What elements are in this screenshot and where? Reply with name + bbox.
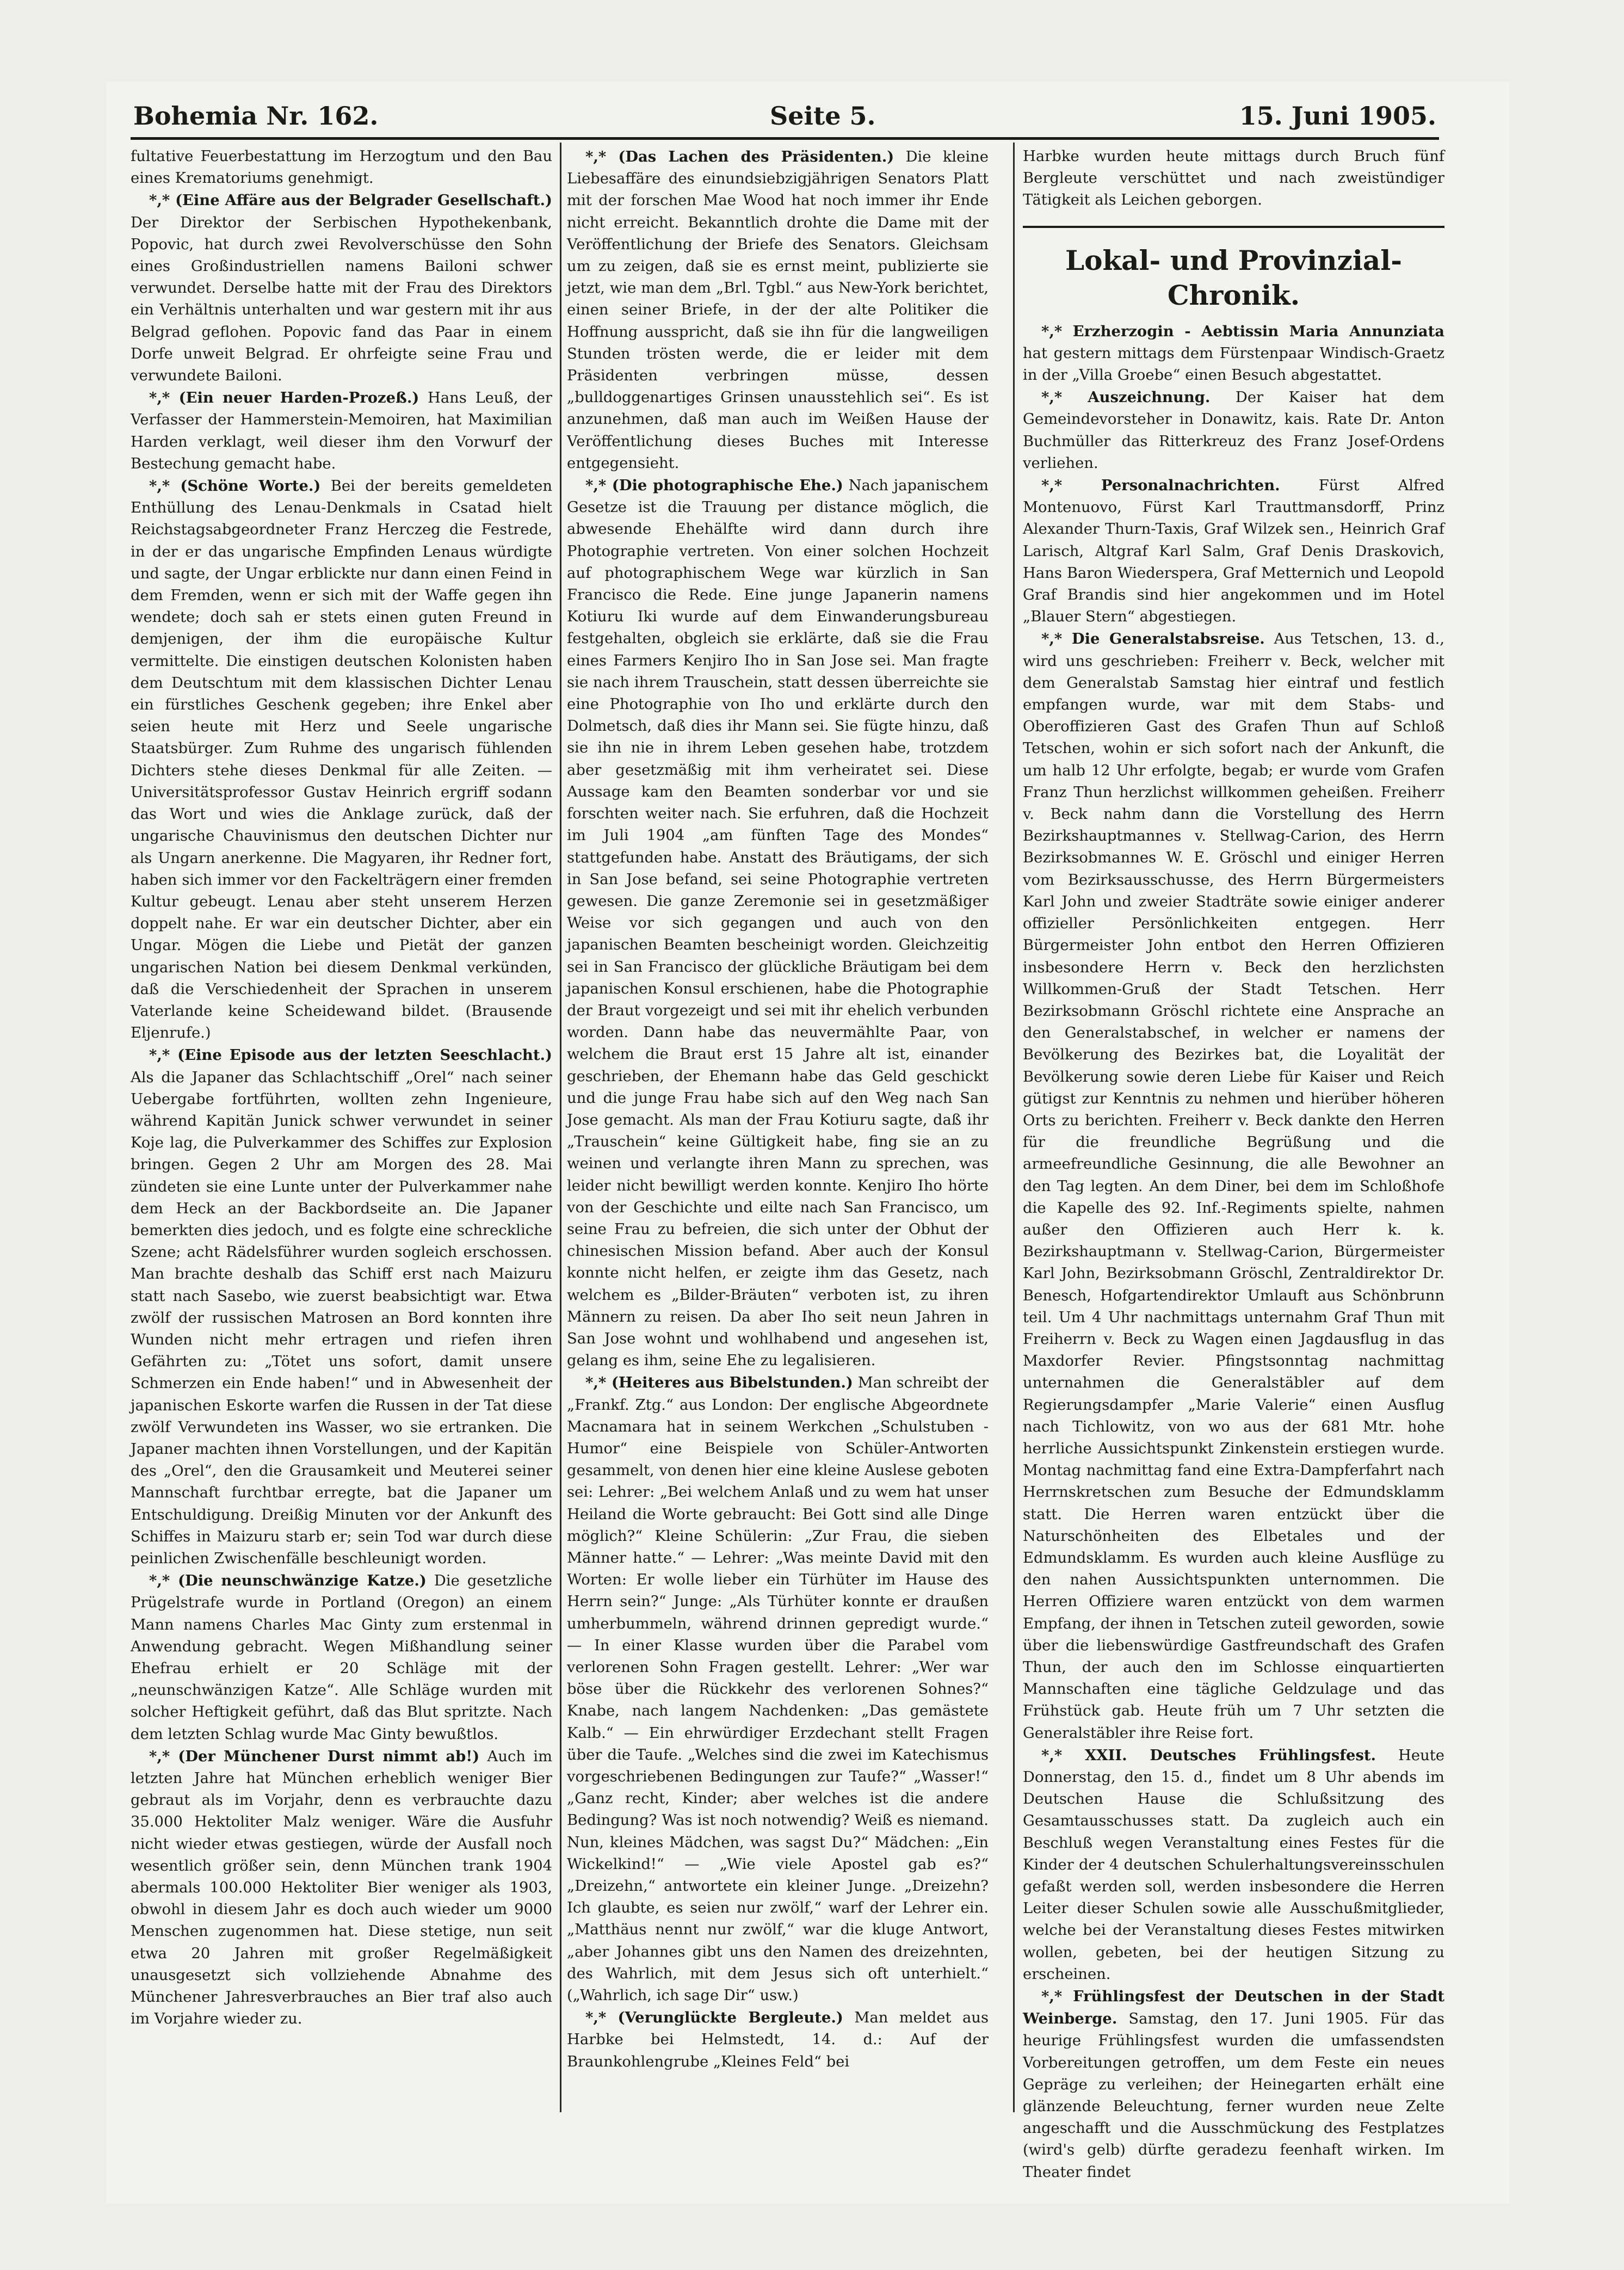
article-title: *,* (Die neunschwänzige Katze.) [149, 1572, 427, 1590]
article [567, 1372, 989, 2007]
article-title: *,* Erzherzogin - Aebtissin Maria Annunziata [1041, 322, 1444, 340]
article [131, 1570, 552, 1745]
article-title: *,* (Ein neuer Harden-Prozeß.) [149, 389, 419, 407]
column-rule [1013, 143, 1015, 2112]
article-text: Samstag, den 17. Juni 1905. Für das heurige Frühlingsfest wurden die umfassendsten Vorbereitungen getroffen, um dem Feste ein neues Gepräge zu verleihen; der Heinegarten erhält eine glänzende Beleuchtung, ferner wurden neue Zelte angeschafft und die Ausschmückung des Festplatzes (wird's gelb) dürfte geradezu feenhaft wirken. Im Theater findet [1023, 2010, 1444, 2181]
article-title: *,* Die Generalstabsreise. [1041, 630, 1265, 648]
article [131, 1745, 552, 2031]
column-3 [1023, 146, 1444, 2181]
masthead-date: 15. Juni 1905. [1239, 101, 1436, 131]
column-1 [131, 146, 552, 2115]
masthead-rule [131, 137, 1439, 140]
article-text: Man meldet aus Harbke bei Helmstedt, 14. d.: Auf der Braunkohlengrube „Kleines Feld“ bei [567, 2009, 989, 2070]
article [567, 2007, 989, 2073]
article [1023, 628, 1444, 1744]
article-title: *,* (Schöne Worte.) [149, 477, 321, 495]
article [131, 189, 552, 387]
article-title: *,* (Die photographische Ehe.) [585, 477, 843, 495]
article-title: *,* (Das Lachen des Präsidenten.) [585, 148, 894, 165]
article-text: Hans Leuß, der Verfasser der Hammerstein-Memoiren, hat Maximilian Harden verklagt, weil dieser ihm den Vorwurf der Bestechung gemacht habe. [131, 390, 552, 472]
article-continuation [1023, 146, 1444, 212]
article-text: Der Direktor der Serbischen Hypothekenbank, Popovic, hat durch zwei Revolverschüsse den Sohn eines Großindustriellen namens Bailoni schwer verwundet. Derselbe hatte mit der Frau des Direktors ein Verhältnis unterhalten und war gestern mit ihr aus Belgrad geflohen. Popovic fand das Paar in einem Dorfe unweit Belgrad. Er ohrfeigte seine Frau und verwundete Bailoni. [131, 214, 552, 385]
article-text: fultative Feuerbestattung im Herzogtum und den Bau eines Krematoriums genehmigt. [131, 148, 552, 187]
column-3-continuation [1023, 146, 1444, 212]
article-text: Nach japanischem Gesetze ist die Trauung per distance möglich, die abwesende Ehehälfte wird dann durch ihre Photographie vertreten. Von einer solchen Hochzeit auf photographischem Wege war kürzlich in San Francisco die Rede. Eine junge Japanerin namens Kotiuru Iki wurde auf dem Einwanderungsbureau festgehalten, obgleich sie erklärte, daß sie die Frau eines Farmers Kenjiro Iho in San Jose sei. Man fragte sie nach ihrem Trauschein, statt dessen überreichte sie eine Photographie von Iho und erklärte durch den Dolmetsch, daß dies ihr Mann sei. Sie fügte hinzu, daß sie ihn nie in ihrem Leben gesehen habe, trotzdem aber gesetzmäßig mit ihm verheiratet sei. Diese Aussage kam den Beamten sonderbar vor und sie forschten weiter nach. Sie erfuhren, daß die Hochzeit im Juli 1904 „am fünften Tage des Mondes“ stattgefunden habe. Anstatt des Bräutigams, der sich in San Jose befand, sei seine Photographie vertreten gewesen. Die ganze Zeremonie sei in gesetzmäßiger Weise vor sich gegangen und auch von den japanischen Beamten bescheinigt worden. Gleichzeitig sei in San Francisco der glückliche Bräutigam bei dem japanischen Konsul erschienen, habe die Photographie der Braut vorgezeigt und sei mit ihr ehelich verbunden worden. Dann habe das neuvermählte Paar, von welchem die Braut erst 15 Jahre alt ist, einander geschrieben, der Ehemann habe das Geld geschickt und die junge Frau habe sich auf den Weg nach San Jose gemacht. Als man der Frau Kotiuru sagte, daß ihr „Trauschein“ keine Gültigkeit habe, fing sie an zu weinen und verlangte ihren Mann zu sprechen, was leider nicht bewilligt werden konnte. Kenjiro Iho hörte von der Geschichte und eilte nach San Francisco, um seine Frau zu befreien, die sich unter der Obhut der chinesischen Mission befand. Aber auch der Konsul konnte nicht helfen, er zeigte ihm das Gesetz, nach welchem es „Bilder-Bräuten“ verboten ist, zu ihren Männern zu reisen. Da aber Iho seit neun Jahren in San Jose wohnt und wohlhabend und angesehen ist, gelang es ihm, seine Ehe zu legalisieren. [567, 477, 989, 1370]
article-text: Aus Tetschen, 13. d., wird uns geschrieben: Freiherr v. Beck, welcher mit dem Generalstab Samstag hier eintraf und festlich empfangen wurde, war mit dem Stabs- und Oberoffizieren Gast des Grafen Thun auf Schloß Tetschen, wohin er sich sofort nach der Ankunft, die um halb 12 Uhr erfolgte, begab; er wurde vom Grafen Franz Thun herzlichst willkommen geheißen. Freiherr v. Beck nahm dann die Vorstellung des Herrn Bezirkshauptmannes v. Stellwag-Carion, des Herrn Bezirksobmannes W. E. Gröschl und einiger Herren vom Bezirksausschusse, des Herrn Bürgermeisters Karl John und zweier Stadträte sowie einiger anderer offizieller Persönlichkeiten entgegen. Herr Bürgermeister John entbot den Herren Offizieren insbesondere Herrn v. Beck den herzlichsten Willkommen-Gruß der Stadt Tetschen. Herr Bezirksobmann Gröschl richtete eine Ansprache an den Generalstabschef, in welcher er namens der Bevölkerung des Bezirkes bat, die Loyalität der Bevölkerung sowie deren Liebe für Kaiser und Reich gütigst zur Kenntnis zu nehmen und hierüber höheren Orts zu berichten. Freiherr v. Beck dankte den Herren für die freundliche Begrüßung und die armeefreundliche Gesinnung, die alle Bewohner an den Tag legten. An dem Diner, bei dem im Schloßhofe die Kapelle des 92. Inf.-Regiments spielte, nahmen außer den Offizieren auch Herr k. k. Bezirkshauptmann v. Stellwag-Carion, Bürgermeister Karl John, Bezirksobmann Gröschl, Zentraldirektor Dr. Benesch, Hofgartendirektor Umlauft aus Schönbrunn teil. Um 4 Uhr nachmittags unternahm Graf Thun mit Freiherrn v. Beck zu Wagen einen Jagdausflug in das Maxdorfer Revier. Pfingstsonntag nachmittag unternahmen die Generalstäbler auf dem Regierungsdampfer „Marie Valerie“ einen Ausflug nach Tichlowitz, von wo aus der 681 Mtr. hohe herrliche Aussichtspunkt Zinkenstein erstiegen wurde. Montag nachmittag fand eine Extra-Dampferfahrt nach Herrnskretschen zum Besuche der Edmundsklamm statt. Die Herren waren entzückt über die Naturschönheiten des Elbetales und der Edmundsklamm. Es wurden auch kleine Ausflüge zu den nahen Aussichtspunkten unternommen. Die Herren Offiziere waren entzückt von dem warmen Empfang, der ihnen in Tetschen zuteil geworden, sowie über die liebenswürdige Gastfreundschaft des Grafen Thun, der auch den im Schlosse einquartierten Mannschaften eine tägliche Geldzulage und das Frühstück gab. Heute früh um 7 Uhr setzten die Generalstäbler ihre Reise fort. [1023, 631, 1444, 1742]
masthead-paper-issue: Bohemia Nr. 162. [133, 101, 379, 131]
column-rule [560, 143, 561, 2112]
article-title: *,* (Der Münchener Durst nimmt ab!) [149, 1747, 480, 1765]
article [131, 1044, 552, 1570]
masthead-page-number: Seite 5. [770, 101, 876, 131]
article-title: *,* (Heiteres aus Bibelstunden.) [585, 1374, 853, 1392]
article-text: Heute Donnerstag, den 15. d., findet um 8 Uhr abends im Deutschen Hause die Schlußsitzung des Gesamtausschusses statt. Da zugleich auch ein Beschluß wegen Veranstaltung eines Festes für die Kinder der 4 deutschen Schulerhaltungsvereinsschulen gefaßt werden soll, werden insbesondere die Herren Leiter dieser Schulen sowie alle Ausschußmitglieder, welche bei der Veranstaltung dieses Festes mitwirken wollen, gebeten, bei der heutigen Sitzung zu erscheinen. [1023, 1747, 1444, 1983]
article-continuation [131, 146, 552, 189]
article-title: *,* Personalnachrichten. [1041, 477, 1280, 495]
article-text: Der Kaiser hat dem Gemeindevorsteher in Donawitz, kais. Rate Dr. Anton Buchmüller das Ritterkreuz des Franz Josef-Ordens verliehen. [1023, 389, 1444, 472]
article-text: Harbke wurden heute mittags durch Bruch fünf Bergleute verschüttet und nach zweistündiger Tätigkeit als Leichen geborgen. [1023, 148, 1444, 209]
article [567, 146, 989, 474]
article-text: Bei der bereits gemeldeten Enthüllung des Lenau-Denkmals in Csatad hielt Reichstagsabgeordneter Franz Herczeg die Festrede, in der er das ungarische Empfinden Lenaus würdigte und sagte, der Ungar erblickte nur dann einen Feind in dem Fremden, wenn er sich mit der Waffe gegen ihn wendete; doch sah er stets einen guten Freund in demjenigen, der ihm die europäische Kultur vermittelte. Die einstigen deutschen Kolonisten haben dem Deutschtum mit dem klassischen Dichter Lenau ein fürstliches Geschenk gegeben; ihre Enkel aber seien heute mit Herz und Seele ungarische Staatsbürger. Zum Ruhme des ungarisch fühlenden Dichters stehe dieses Denkmal für alle Zeiten. — Universitätsprofessor Gustav Heinrich ergriff sodann das Wort und wies die Anklage zurück, daß der ungarische Chauvinismus den deutschen Dichter nur als Ungarn anerkenne. Die Magyaren, ihr Redner fort, haben sich immer vor den Fackelträgern einer fremden Kultur gebeugt. Lenau aber steht unserem Herzen doppelt nahe. Er war ein deutscher Dichter, aber ein Ungar. Mögen die Liebe und Pietät der ganzen ungarischen Nation bei diesem Denkmal verkünden, daß die Verschiedenheit der Sprachen in unserem Vaterlande keine Scheidewand bildet. (Brausende Eljenrufe.) [131, 478, 552, 1042]
article [1023, 386, 1444, 474]
article-title: *,* Frühlingsfest der Deutschen in der Stadt Weinberge. [1023, 1988, 1444, 2028]
column-2 [567, 146, 989, 2115]
article-title: *,* XXII. Deutsches Frühlingsfest. [1041, 1746, 1376, 1764]
article-text: Man schreibt der „Frankf. Ztg.“ aus London: Der englische Abgeordnete Macnamara hat in seinem Werkchen „Schulstuben - Humor“ eine Beispiele von Schüler-Antworten gesammelt, von denen hier eine kleine Auslese geboten sei: Lehrer: „Bei welchem Anlaß und zu wem hat unser Heiland die Worte gebraucht: Bei Gott sind alle Dinge möglich?“ Kleine Schülerin: „Zur Frau, die sieben Männer hatte.“ — Lehrer: „Was meinte David mit den Worten: Er wolle lieber ein Türhüter im Hause des Herrn sein?“ Junge: „Als Türhüter konnte er draußen umherbummeln, während drinnen gepredigt wurde.“ — In einer Klasse wurden über die Parabel vom verlorenen Sohn Fragen gestellt. Lehrer: „Wer war böse über die Rückkehr des verlorenen Sohnes?“ Knabe, nach langem Nachdenken: „Das gemästete Kalb.“ — Ein ehrwürdiger Erzdechant stellt Fragen über die Taufe. „Welches sind die zwei im Katechismus vorgeschriebenen Bedingungen zur Taufe?“ „Wasser!“ „Ganz recht, Kinder; aber welches ist die andere Bedingung? Was ist noch notwendig? Weiß es niemand. Nun, kleines Mädchen, was sagst Du?“ Mädchen: „Ein Wickelkind!“ — „Wie viele Apostel gab es?“ „Dreizehn,“ antwortete ein kleiner Junge. „Dreizehn? Ich glaubte, es seien nur zwölf,“ warf der Lehrer ein. „Matthäus nennt nur zwölf,“ war die kluge Antwort, „aber Johannes gibt uns den Namen des dreizehnten, des Wahrlich, mit dem Jesus sich oft unterhielt.“ („Wahrlich, ich sage Dir“ usw.) [567, 1374, 989, 2004]
article [131, 475, 552, 1044]
article [131, 387, 552, 475]
article-text: hat gestern mittags dem Fürstenpaar Windisch-Graetz in der „Villa Groebe“ einen Besuch abgestattet. [1023, 344, 1444, 384]
article-title: *,* (Verunglückte Bergleute.) [585, 2009, 843, 2027]
article-title: *,* (Eine Affäre aus der Belgrader Gesellschaft.) [149, 192, 552, 209]
article [1023, 320, 1444, 387]
masthead [133, 101, 1436, 139]
article-text: Als die Japaner das Schlachtschiff „Orel“ nach seiner Uebergabe fortführten, wollten zehn Ingenieure, während Kapitän Junick schwer verwundet in seiner Koje lag, die Pulverkammer des Schiffes zur Explosion bringen. Gegen 2 Uhr am Morgen des 28. Mai zündeten sie eine Lunte unter der Pulverkammer nahe dem Heck an der Backbordseite an. Die Japaner bemerkten dies jedoch, und es folgte eine schreckliche Szene; acht Rädelsführer wurden sogleich erschossen. Man brachte deshalb das Schiff erst nach Maizuru statt nach Sasebo, wie zuerst beabsichtigt war. Etwa zwölf der russischen Matrosen an Bord konnten ihre Wunden nicht mehr ertragen und riefen ihren Gefährten zu: „Tötet uns sofort, damit unsere Schmerzen ein Ende haben!“ und in Abwesenheit der japanischen Eskorte warfen die Russen in der Tat diese zwölf Verwundeten ins Wasser, wo sie ertranken. Die Japaner machten ihnen Vorstellungen, und der Kapitän des „Orel“, den die Grausamkeit und Meuterei seiner Mannschaft furchtbar erregte, bat die Japaner um Entschuldigung. Dreißig Minuten vor der Ankunft des Schiffes in Maizuru starb er; sein Tod war durch diese peinlichen Zwischenfälle beschleunigt worden. [131, 1069, 552, 1567]
article-title: *,* Auszeichnung. [1041, 388, 1211, 406]
article-title: *,* (Eine Episode aus der letzten Seeschlacht.) [149, 1046, 552, 1064]
article-text: Die kleine Liebesaffäre des einundsiebzigjährigen Senators Platt mit der forschen Mae Wood hat noch immer ihr Ende nicht erreicht. Bekanntlich drohte die Dame mit der Veröffentlichung der Briefe des Senators. Gleichsam um zu zeigen, daß sie es ernst meint, publizierte sie jetzt, wie man dem „Brl. Tgbl.“ aus New-York berichtet, einen seiner Briefe, in der der alte Politiker die Hoffnung ausspricht, daß sie ihn für die langweiligen Stunden trösten werde, die er leider mit dem Präsidenten verbringen müsse, dessen „bulldoggenartiges Grinsen unausstehlich sei“. Es ist anzunehmen, daß man auch im Weißen Hause der Veröffentlichung dieses Buches mit Interesse entgegensieht. [567, 149, 989, 472]
section-title: Lokal- und Provinzial-Chronik. [1023, 226, 1444, 313]
article-text: Die gesetzliche Prügelstrafe wurde in Portland (Oregon) an einem Mann namens Charles Mac Ginty zum erstenmal in Anwendung gebracht. Wegen Mißhandlung seiner Ehefrau erhielt er 20 Schläge mit der „neunschwänzigen Katze“. Alle Schläge wurden mit solcher Heftigkeit geführt, daß das Blut spritzte. Nach dem letzten Schlag wurde Mac Ginty bewußtlos. [131, 1572, 552, 1743]
article [1023, 474, 1444, 628]
article-text: Fürst Alfred Montenuovo, Fürst Karl Trauttmansdorff, Prinz Alexander Thurn-Taxis, Graf Wilzek sen., Heinrich Graf Larisch, Altgraf Karl Salm, Graf Denis Draskovich, Hans Baron Wiederspera, Graf Metternich und Leopold Graf Brandis sind hier angekommen und im Hotel „Blauer Stern“ abgestiegen. [1023, 477, 1444, 626]
article-text: Auch im letzten Jahre hat München erheblich weniger Bier gebraut als im Vorjahr, denn es verbrauchte dazu 35.000 Hektoliter Malz weniger. Wäre die Ausfuhr nicht wieder etwas gestiegen, würde der Ausfall noch wesentlich größer sein, denn München trank 1904 abermals 100.000 Hektoliter Bier weniger als 1903, obwohl in diesem Jahr es doch auch wieder um 9000 Menschen zugenommen hat. Diese stetige, nun seit etwa 20 Jahren mit großer Regelmäßigkeit unausgesetzt sich vollziehende Abnahme des Münchener Jahresverbrauches an Bier traf also auch im Vorjahre wieder zu. [131, 1748, 552, 2028]
column-3-articles [1023, 320, 1444, 2183]
article [567, 474, 989, 1372]
article [1023, 1744, 1444, 1985]
article [1023, 1985, 1444, 2183]
